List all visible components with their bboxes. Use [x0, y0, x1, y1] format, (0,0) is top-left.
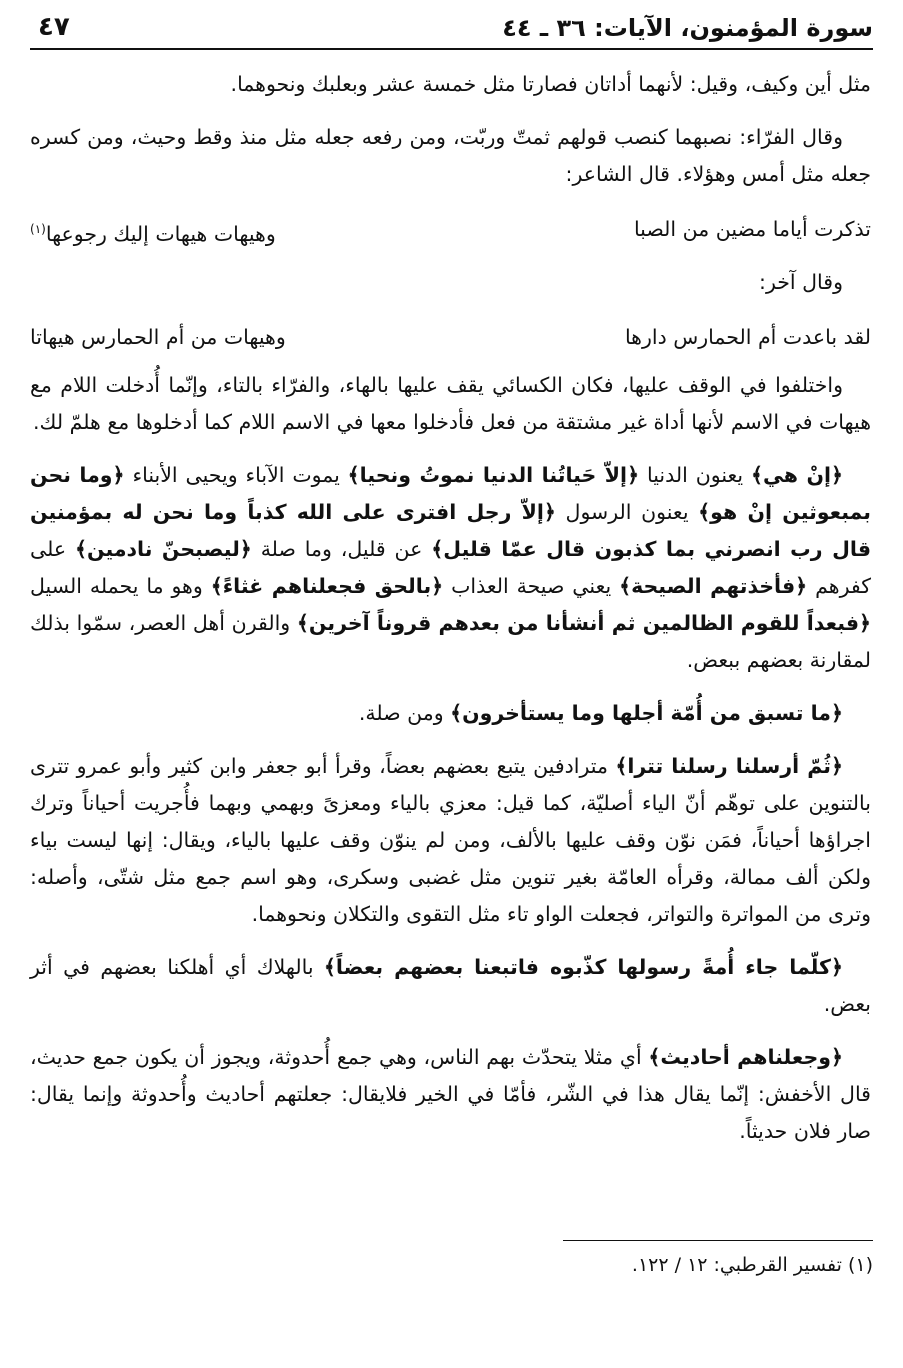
footnote-divider — [563, 1240, 873, 1241]
running-title: سورة المؤمنون، الآيات: ٣٦ ـ ٤٤ — [502, 14, 873, 42]
quran-quote: ﴿كلّما جاء أُمةً رسولها كذّبوه فاتبعنا بعضهم بعضاً﴾ — [323, 954, 843, 979]
footnote-text: تفسير القرطبي: ١٢ / ١٢٢. — [631, 1254, 842, 1276]
footnote — [632, 1250, 873, 1280]
verse-1-second-hemistich-wrap — [30, 209, 276, 254]
quran-quote: ﴿إلاّ حَياتُنا الدنيا نموتُ ونحيا﴾ — [347, 462, 640, 487]
poem-verse-2 — [30, 317, 871, 357]
paragraph-2: وقال الفرّاء: نصبهما كنصب قولهم ثمتّ وربّت، ومن رفعه جعله مثل منذ وقط وحيث، ومن كسره جعله مثل أمس وهؤلاء. قال الشاعر: — [30, 125, 871, 186]
paragraph-6 — [30, 695, 871, 732]
quran-quote: ﴿فأخذتهم الصيحة﴾ — [619, 573, 808, 598]
quran-quote: ﴿بالحق فجعلناهم غثاءً﴾ — [210, 573, 444, 598]
page-number: ٤٧ — [38, 12, 70, 42]
commentary-text: يعنون الرسول — [555, 499, 699, 524]
commentary-text: يموت الآباء ويحيى الأبناء — [124, 462, 348, 487]
paragraph-4: واختلفوا في الوقف عليها، فكان الكسائي يقف عليها بالهاء، والفرّاء بالتاء، وإنّما أُدخلت اللام مع هيهات في الاسم لأنها أداة غير مشتقة من فعل فأدخلوا معها في الاسم اللام كما أدخلوها مع هلمّ لك. — [30, 372, 871, 434]
commentary-text: يعنون الدنيا — [639, 462, 751, 487]
commentary-text: عن قليل، وما صلة — [251, 536, 432, 561]
commentary-text: والقرن أهل العصر، سمّوا بذلك لمقارنة بعضهم ببعض. — [30, 610, 871, 672]
commentary-text: على كفرهم — [30, 536, 872, 598]
quran-quote: ﴿إلاّ رجل افترى على الله كذباً وما نحن له بمؤمنين قال رب انصرني بما كذبون قال عمّا قليل﴾ — [30, 499, 871, 561]
quran-quote: ﴿ما تسبق من أُمّة أجلها وما يستأخرون﴾ — [450, 700, 843, 725]
quran-quote: ﴿وجعلناهم أحاديث﴾ — [648, 1044, 844, 1069]
paragraph-7 — [30, 748, 871, 933]
verse-1-first-hemistich: تذكرت أياما مضين من الصبا — [633, 217, 871, 241]
quran-quote: ﴿وما نحن بمبعوثين إنْ هو﴾ — [30, 462, 872, 524]
verse-2-second-hemistich: وهيهات من أم الحمارس هيهاتا — [30, 324, 286, 349]
page-body — [30, 66, 871, 1166]
commentary-text: ومن صلة. — [358, 700, 451, 725]
commentary-text: وهو ما يحمله السيل — [30, 573, 211, 598]
footnote-marker: (١) — [847, 1254, 873, 1276]
commentary-text: يعني صيحة العذاب — [443, 573, 620, 598]
poem-verse-1 — [30, 209, 871, 254]
footnote-reference: (١) — [30, 222, 46, 236]
quran-quote: ﴿ثُمّ أرسلنا رسلنا تترا﴾ — [615, 753, 843, 778]
paragraph-8 — [30, 949, 871, 1023]
paragraph-1: مثل أين وكيف، وقيل: لأنهما أداتان فصارتا مثل خمسة عشر وبعلبك ونحوهما. — [230, 72, 871, 96]
commentary-text: مترادفين يتبع بعضهم بعضاً، وقرأ أبو جعفر وابن كثير وأبو عمرو تترى بالتنوين على توهّم أنّ الياء أصليّة، كما قيل: معزي بالياء ومعزىً وبهمي وبهما فأُجريت أحياناً وترك اجراؤها أحياناً، فمَن نوّن وقف عليها بالألف، ومن لم ينوّن وقف عليها بالياء، ويقال: إنها ليست بياء ولكن ألف ممالة، وقرأه العامّة بغير تنوين مثل غضبى وسكرى، وهو اسم جمع مثل شتّى، وأصله: وترى من المواترة والتواتر، فجعلت الواو تاء مثل التقوى والتكلان ونحوهما. — [30, 753, 871, 926]
quran-quote: ﴿إنْ هي﴾ — [751, 462, 844, 487]
verse-2-first-hemistich: لقد باعدت أم الحمارس دارها — [624, 324, 871, 349]
quran-quote: ﴿فبعداً للقوم الظالمين ثم أنشأنا من بعدهم قروناً آخرين﴾ — [296, 610, 871, 635]
quran-quote: ﴿ليصبحنّ نادمين﴾ — [75, 536, 252, 561]
verse-1-second-hemistich: وهيهات هيهات إليك رجوعها — [45, 221, 276, 246]
commentary-text: بالهلاك أي أهلكنا بعضهم في أثر بعض. — [30, 954, 871, 1016]
paragraph-5 — [30, 457, 871, 679]
page-header — [30, 6, 873, 50]
paragraph-3: وقال آخر: — [759, 269, 843, 294]
commentary-text: أي مثلا يتحدّث بهم الناس، وهي جمع أُحدوثة، ويجوز أن يكون جمع حديث، قال الأخفش: إنّما يقال هذا في الشّر، فأمّا في الخير فلايقال: جعلتهم أحاديث وأُحدوثة وإنما يقال: صار فلان حديثاً. — [30, 1044, 871, 1143]
paragraph-9 — [30, 1039, 871, 1150]
